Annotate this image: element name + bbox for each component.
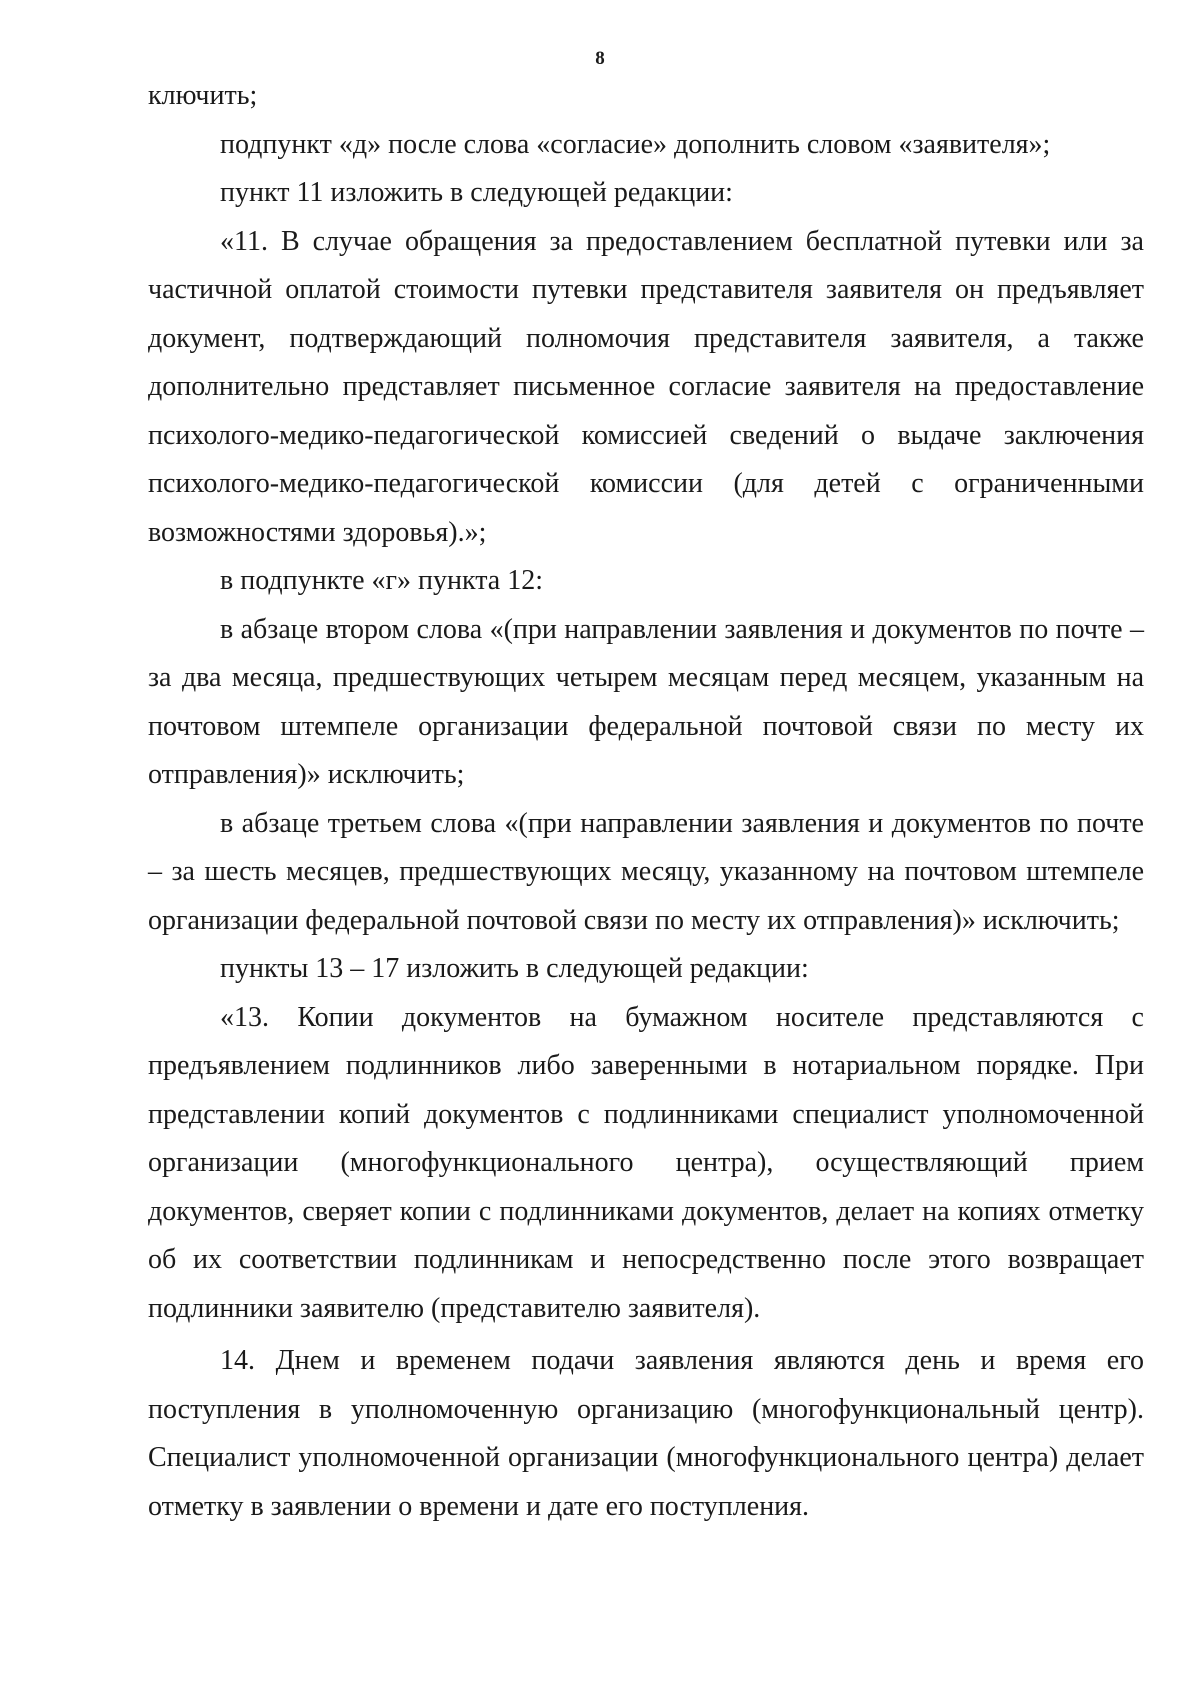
page-number: 8	[595, 48, 605, 69]
paragraph-point-11-heading: пункт 11 изложить в следующей редакции:	[220, 177, 733, 208]
paragraph-point-11-text: «11. В случае обращения за предоставлением бесплатной путевки или за частичной оплатой стоимости путевки представителя заявителя он предъявляет документ, подтверждающий полномочия представителя заявителя, а также дополнительно представляет письменное согласие заявителя на предоставление психолого-медико-педагогической комиссией сведений о выдаче заключения психолого-медико-педагогической комиссии (для детей с ограниченными возможностями здоровья).»;	[148, 225, 1144, 548]
paragraph-continuation: ключить;	[148, 80, 258, 111]
paragraph-subpoint-d: подпункт «д» после слова «согласие» дополнить словом «заявителя»;	[220, 128, 1051, 160]
paragraph-point-14-text: 14. Днем и временем подачи заявления являются день и время его поступления в уполномоченную организацию (многофункциональный центр). Специалист уполномоченной организации (многофункционального центра) делает отметку в заявлении о времени и дате его поступления.	[148, 1345, 1144, 1522]
paragraph-point-12-heading: в подпункте «г» пункта 12:	[220, 565, 543, 596]
paragraph-third-abzac: в абзаце третьем слова «(при направлении заявления и документов по почте – за шесть месяцев, предшествующих месяцу, указанному на почтовом штемпеле организации федеральной почтовой связи по месту их отправления)» исключить;	[148, 807, 1144, 936]
document-body	[148, 72, 1144, 1531]
paragraph-points-13-17-heading: пункты 13 – 17 изложить в следующей редакции:	[220, 953, 809, 984]
paragraph-point-13-text: «13. Копии документов на бумажном носителе представляются с предъявлением подлинников либо заверенными в нотариальном порядке. При представлении копий документов с подлинниками специалист уполномоченной организации (многофункционального центра), осуществляющий прием документов, сверяет копии с подлинниками документов, делает на копиях отметку об их соответствии подлинникам и непосредственно после этого возвращает подлинники заявителю (представителю заявителя).	[148, 1001, 1144, 1324]
paragraph-second-abzac: в абзаце втором слова «(при направлении заявления и документов по почте – за два месяца, предшествующих четырем месяцам перед месяцем, указанным на почтовом штемпеле организации федеральной почтовой связи по месту их отправления)» исключить;	[148, 613, 1144, 790]
